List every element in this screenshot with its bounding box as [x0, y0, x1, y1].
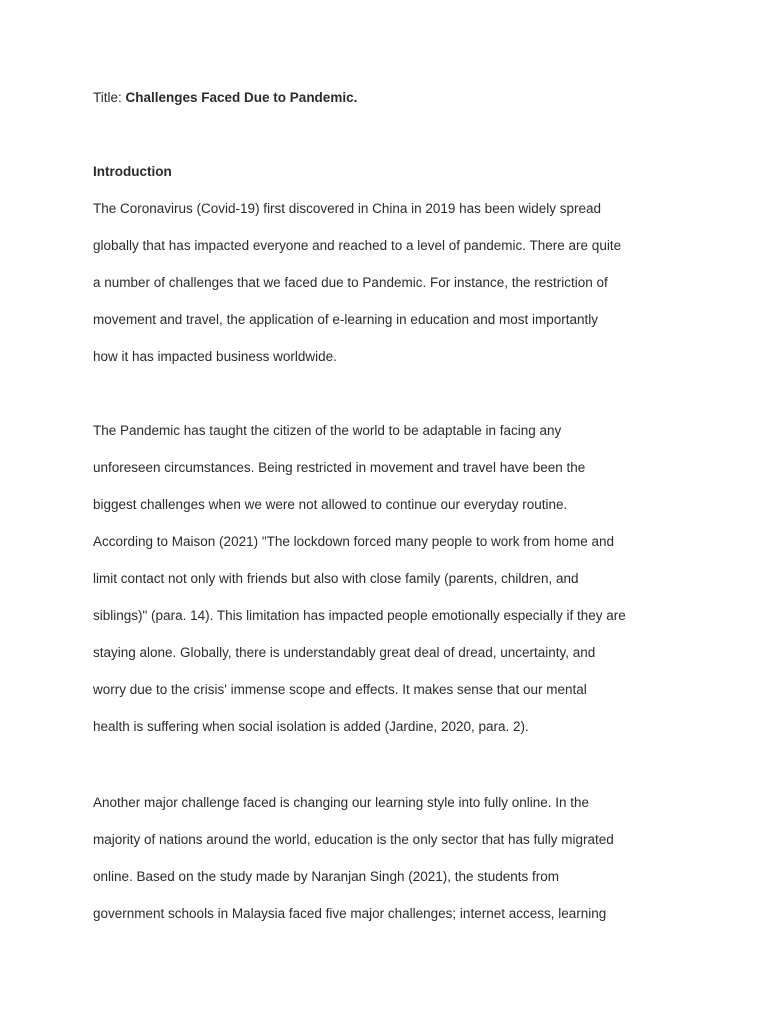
paragraph-line: globally that has impacted everyone and reached to a level of pandemic. There are quite [93, 238, 622, 253]
paragraph-1 [93, 199, 683, 384]
paragraph-3 [93, 793, 683, 941]
paragraph-line: biggest challenges when we were not allowed to continue our everyday routine. [93, 497, 568, 512]
document-title: Challenges Faced Due to Pandemic. [125, 90, 358, 105]
paragraph-line: siblings)" (para. 14). This limitation has impacted people emotionally especially if they are [93, 608, 626, 623]
section-heading-introduction: Introduction [93, 164, 172, 179]
paragraph-line: health is suffering when social isolation is added (Jardine, 2020, para. 2). [93, 719, 529, 734]
paragraph-line: movement and travel, the application of e-learning in education and most importantly [93, 312, 599, 327]
paragraph-line: Another major challenge faced is changing our learning style into fully online. In the [93, 795, 590, 810]
document-title-line [93, 88, 357, 108]
paragraph-line: The Coronavirus (Covid-19) first discovered in China in 2019 has been widely spread [93, 201, 602, 216]
document-page [93, 0, 683, 1024]
paragraph-line: The Pandemic has taught the citizen of the world to be adaptable in facing any [93, 423, 562, 438]
paragraph-line: a number of challenges that we faced due to Pandemic. For instance, the restriction of [93, 275, 608, 290]
paragraph-line: majority of nations around the world, education is the only sector that has fully migrated [93, 832, 614, 847]
paragraph-line: how it has impacted business worldwide. [93, 349, 337, 364]
paragraph-line: online. Based on the study made by Naranjan Singh (2021), the students from [93, 869, 560, 884]
paragraph-2 [93, 421, 683, 754]
paragraph-line: worry due to the crisis' immense scope and effects. It makes sense that our mental [93, 682, 587, 697]
paragraph-line: unforeseen circumstances. Being restricted in movement and travel have been the [93, 460, 586, 475]
paragraph-line: According to Maison (2021) "The lockdown forced many people to work from home and [93, 534, 615, 549]
paragraph-line: government schools in Malaysia faced five major challenges; internet access, learning [93, 906, 607, 921]
paragraph-line: staying alone. Globally, there is understandably great deal of dread, uncertainty, and [93, 645, 596, 660]
paragraph-line: limit contact not only with friends but also with close family (parents, children, and [93, 571, 579, 586]
title-prefix: Title: [93, 90, 126, 105]
